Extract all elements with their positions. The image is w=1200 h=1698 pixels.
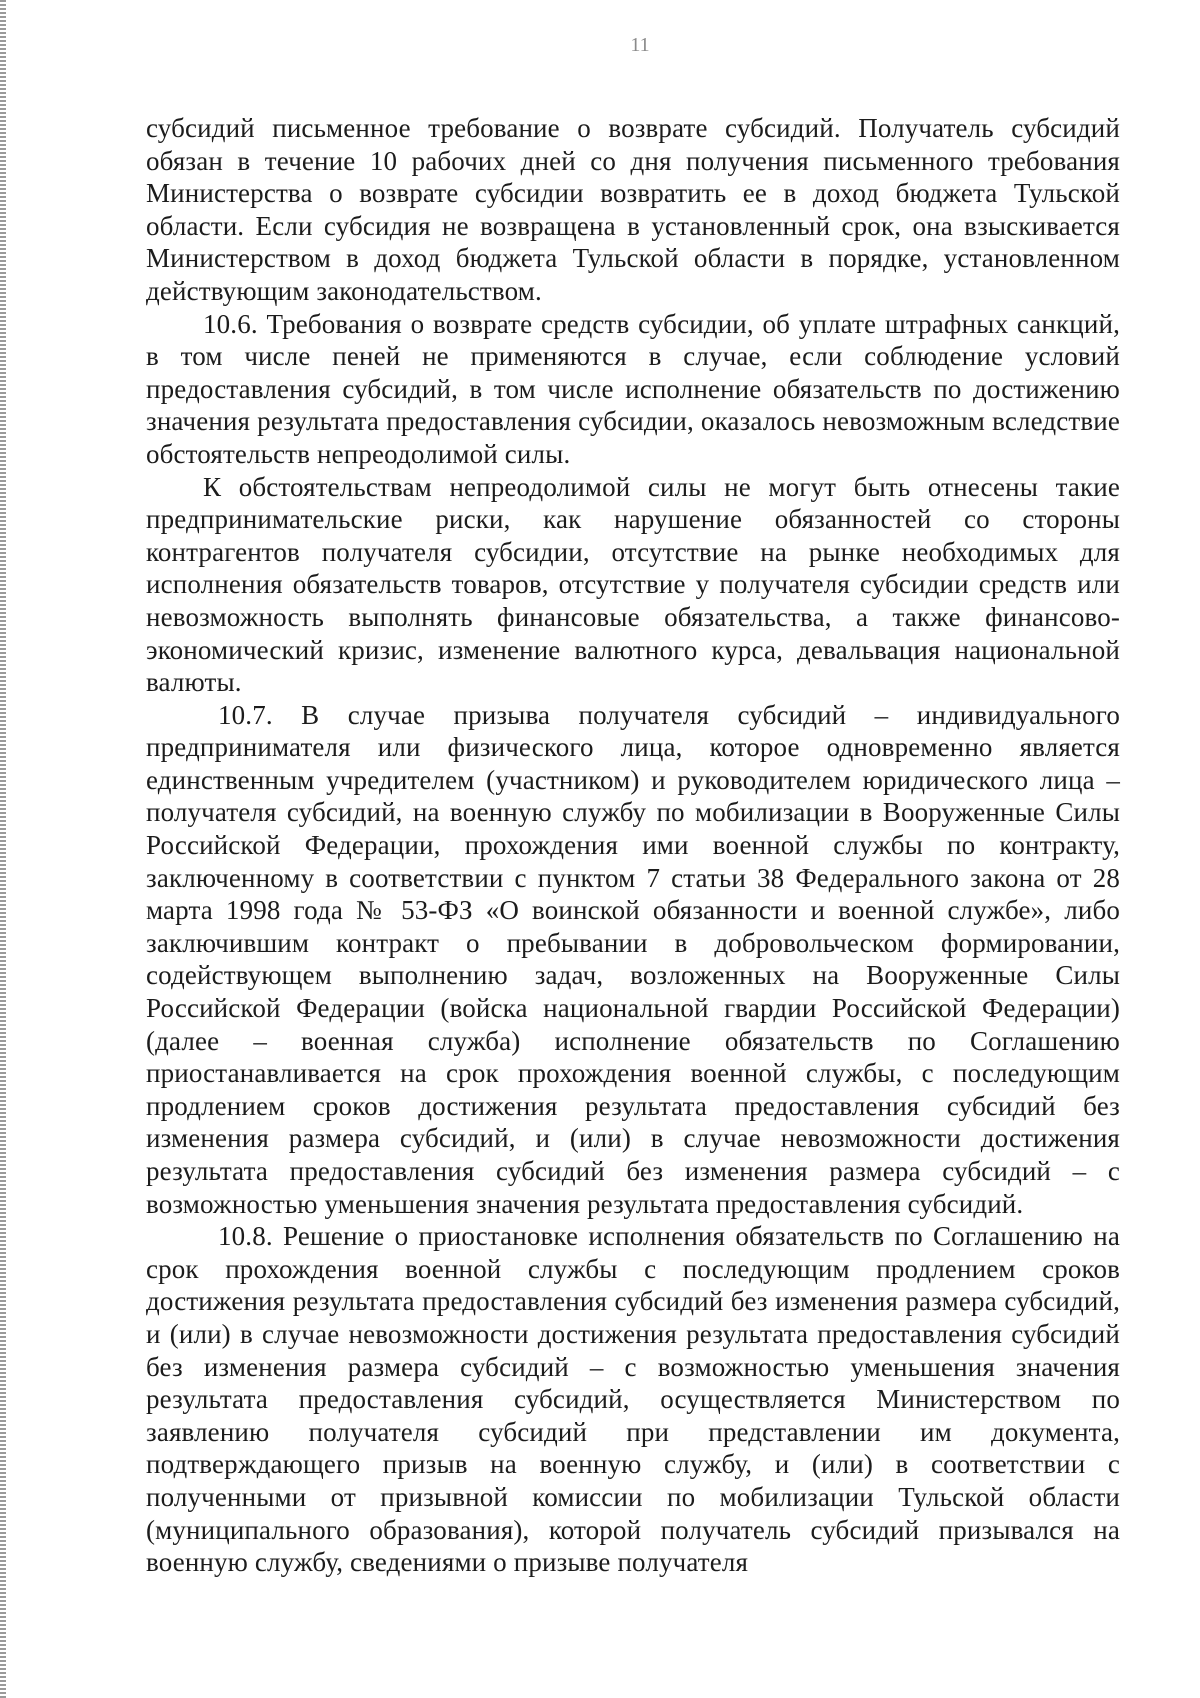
paragraph-force-majeure: К обстоятельствам непреодолимой силы не могут быть отнесены такие предпринимательские риски, как нарушение обязанностей со стороны контрагентов получателя субсидии, отсутствие на рынке необходимых для исполнения обязательств товаров, отсутствие у получателя субсидии средств или невозможность выполнять финансовые обязательства, а также финансово-экономический кризис, изменение валютного курса, девальвация национальной валюты.: [146, 471, 1120, 698]
paragraph-10-6: 10.6. Требования о возврате средств субсидии, об уплате штрафных санкций, в том числе пеней не применяются в случае, если соблюдение условий предоставления субсидий, в том числе исполнение обязательств по достижению значения результата предоставления субсидии, оказалось невозможным вследствие обстоятельств непреодолимой силы.: [146, 308, 1120, 469]
scan-edge-artifact: [0, 0, 6, 1698]
paragraph-10-7: 10.7. В случае призыва получателя субсидий – индивидуального предпринимателя или физического лица, которое одновременно является единственным учредителем (участником) и руководителем юридического лица – получателя субсидий, на военную службу по мобилизации в Вооруженные Силы Российской Федерации, прохождения ими военной службы по контракту, заключенному в соответствии с пунктом 7 статьи 38 Федерального закона от 28 марта 1998 года № 53-ФЗ «О воинской обязанности и военной службе», либо заключившим контракт о пребывании в добровольческом формировании, содействующем выполнению задач, возложенных на Вооруженные Силы Российской Федерации (войска национальной гвардии Российской Федерации) (далее – военная служба) исполнение обязательств по Соглашению приостанавливается на срок прохождения военной службы, с последующим продлением сроков достижения результата предоставления субсидий без изменения размера субсидий, и (или) в случае невозможности достижения результата предоставления субсидий без изменения размера субсидий – с возможностью уменьшения значения результата предоставления субсидий.: [146, 699, 1120, 1219]
paragraph-continuation: субсидий письменное требование о возврате субсидий. Получатель субсидий обязан в течение 10 рабочих дней со дня получения письменного требования Министерства о возврате субсидии возвратить ее в доход бюджета Тульской области. Если субсидия не возвращена в установленный срок, она взыскивается Министерством в доход бюджета Тульской области в порядке, установленном действующим законодательством.: [146, 113, 1120, 306]
document-body: [146, 112, 1120, 1579]
page-number: 11: [630, 34, 650, 56]
paragraph-10-8: 10.8. Решение о приостановке исполнения обязательств по Соглашению на срок прохождения военной службы с последующим продлением сроков достижения результата предоставления субсидий без изменения размера субсидий, и (или) в случае невозможности достижения результата предоставления субсидий без изменения размера субсидий – с возможностью уменьшения значения результата предоставления субсидий, осуществляется Министерством по заявлению получателя субсидий при представлении им документа, подтверждающего призыв на военную службу, и (или) в соответствии с полученными от призывной комиссии по мобилизации Тульской области (муниципального образования), которой получатель субсидий призывался на военную службу, сведениями о призыве получателя: [146, 1221, 1120, 1578]
